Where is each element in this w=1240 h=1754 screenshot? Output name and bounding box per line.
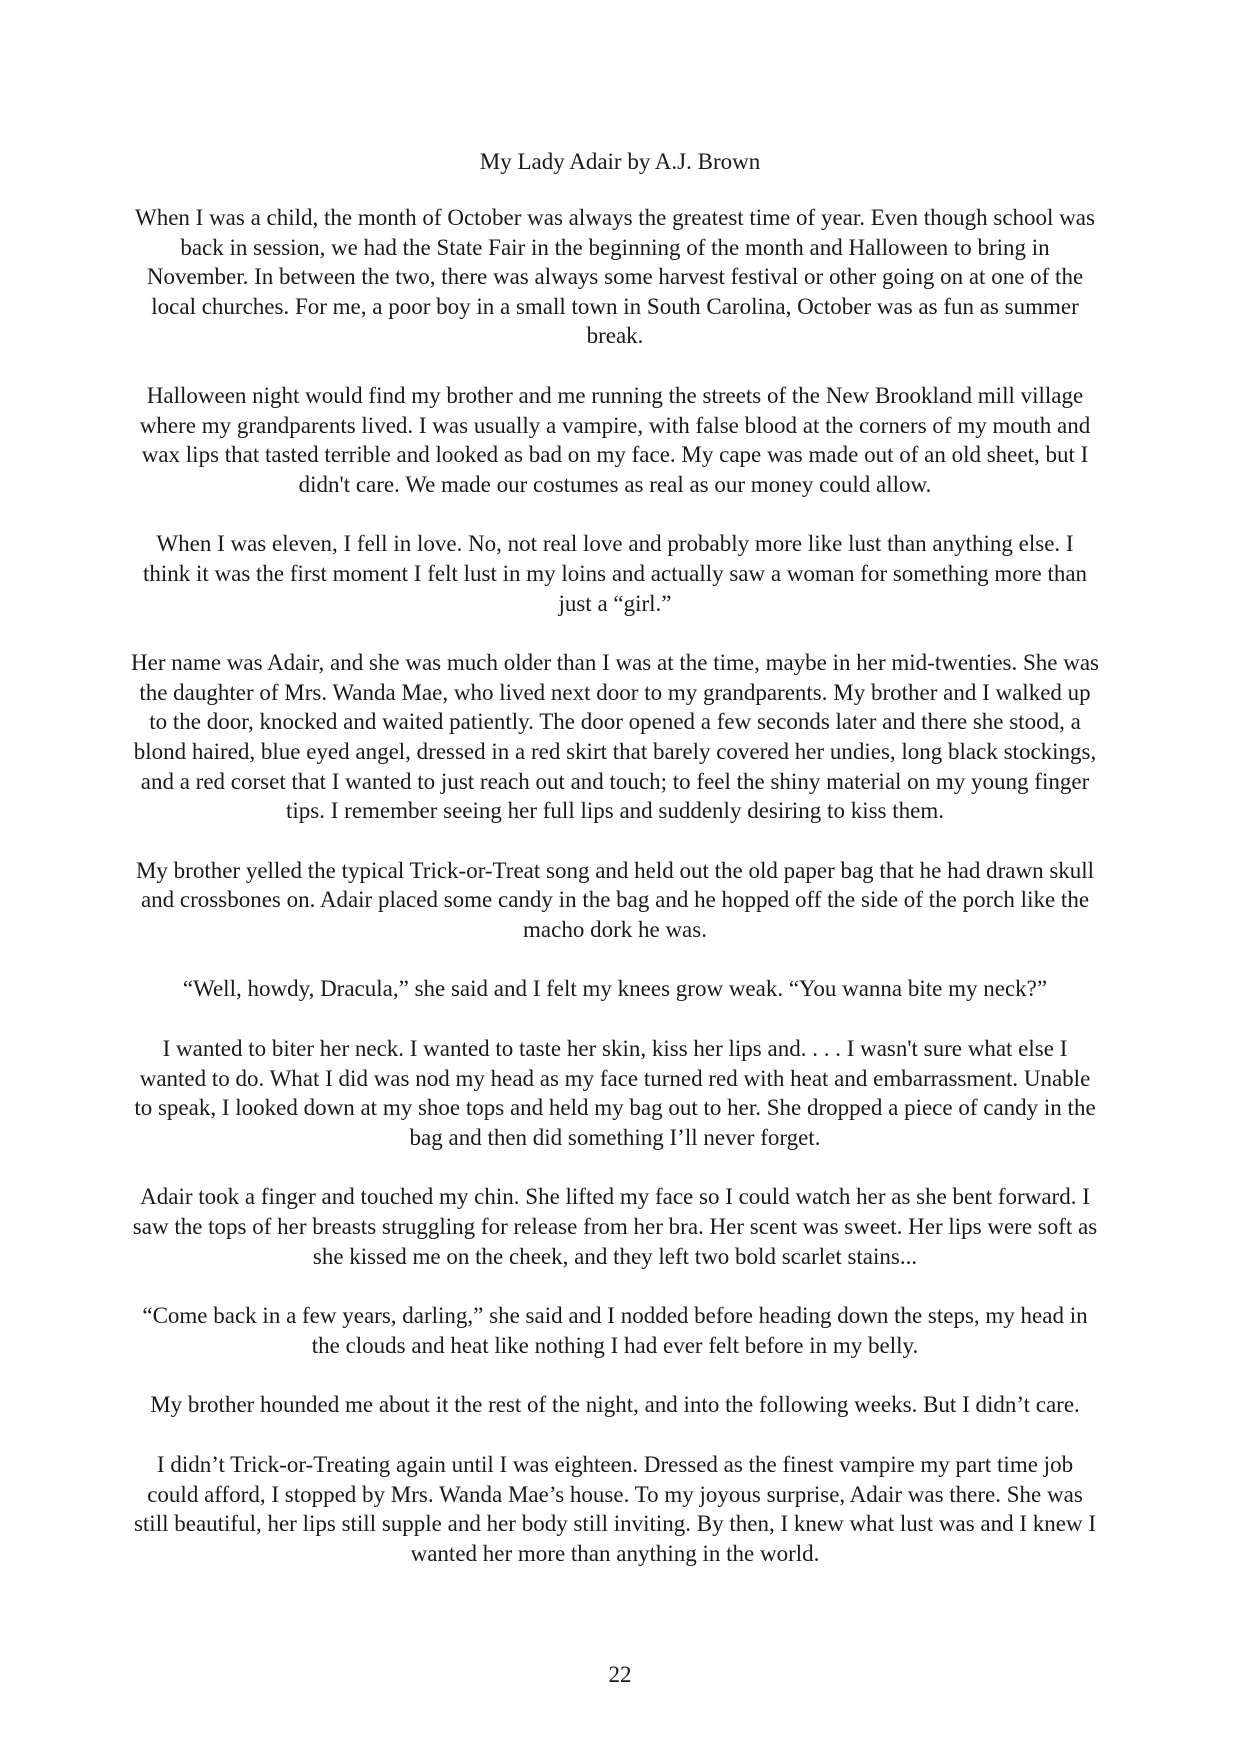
paragraph-10: My brother hounded me about it the rest of the night, and into the following weeks. But I didn’t care. [150,1392,1080,1418]
paragraph-4: Her name was Adair, and she was much older than I was at the time, maybe in her mid-twenties. She was the daughter of Mrs. Wanda Mae, who lived next door to my grandparents. My brother and I walked up to the door, knocked and waited patiently. The door opened a few seconds later and there she stood, a blond haired, blue eyed angel, dressed in a red skirt that barely covered her undies, long black stockings, and a red corset that I wanted to just reach out and touch; to feel the shiny material on my young finger tips. I remember seeing her full lips and suddenly desiring to kiss them. [131,650,1099,824]
page-number: 22 [608,1662,632,1687]
paragraph-2: Halloween night would find my brother and me running the streets of the New Brookland mill village where my grandparents lived. I was usually a vampire, with false blood at the corners of my mouth and wax lips that tasted terrible and looked as bad on my face. My cape was made out of an old sheet, but I didn't care. We made our costumes as real as our money could allow. [139,382,1091,497]
paragraph-5: My brother yelled the typical Trick-or-Treat song and held out the old paper bag that he had drawn skull and crossbones on. Adair placed some candy in the bag and he hopped off the side of the porch like the macho dork he was. [135,857,1095,942]
paragraph-11: I didn’t Trick-or-Treating again until I was eighteen. Dressed as the finest vampire my part time job could afford, I stopped by Mrs. Wanda Mae’s house. To my joyous surprise, Adair was there. She was still beautiful, her lips still supple and her body still inviting. By then, I knew what lust was and I knew I wanted her more than anything in the world. [133,1452,1097,1566]
paragraph-1: When I was a child, the month of October was always the greatest time of year. Even though school was back in session, we had the State Fair in the beginning of the month and Halloween to bring in November. In between the two, there was always some harvest festival or other going on at one of the local churches. For me, a poor boy in a small town in South Carolina, October was as fun as summer break. [135,205,1095,349]
paragraph-8: Adair took a finger and touched my chin. She lifted my face so I could watch her as she bent forward. I saw the tops of her breasts struggling for release from her bra. Her scent was sweet. Her lips were soft as she kissed me on the cheek, and they left two bold scarlet stains... [132,1184,1098,1269]
paragraph-7: I wanted to biter her neck. I wanted to taste her skin, kiss her lips and. . . . I wasn't sure what else I wanted to do. What I did was nod my head as my face turned red with heat and embarrassment. Unable to speak, I looked down at my shoe tops and held my bag out to her. She dropped a piece of candy in the bag and then did something I’ll never forget. [134,1036,1096,1150]
paragraph-6: “Well, howdy, Dracula,” she said and I felt my knees grow weak. “You wanna bite my neck?” [182,976,1048,1002]
story-title: My Lady Adair by A.J. Brown [479,149,761,174]
paragraph-9: “Come back in a few years, darling,” she said and I nodded before heading down the steps, my head in the clouds and heat like nothing I had ever felt before in my belly. [142,1303,1088,1358]
story-body [130,203,1100,1598]
paragraph-3: When I was eleven, I fell in love. No, not real love and probably more like lust than anything else. I think it was the first moment I felt lust in my loins and actually saw a woman for something more than just a “girl.” [142,531,1088,616]
